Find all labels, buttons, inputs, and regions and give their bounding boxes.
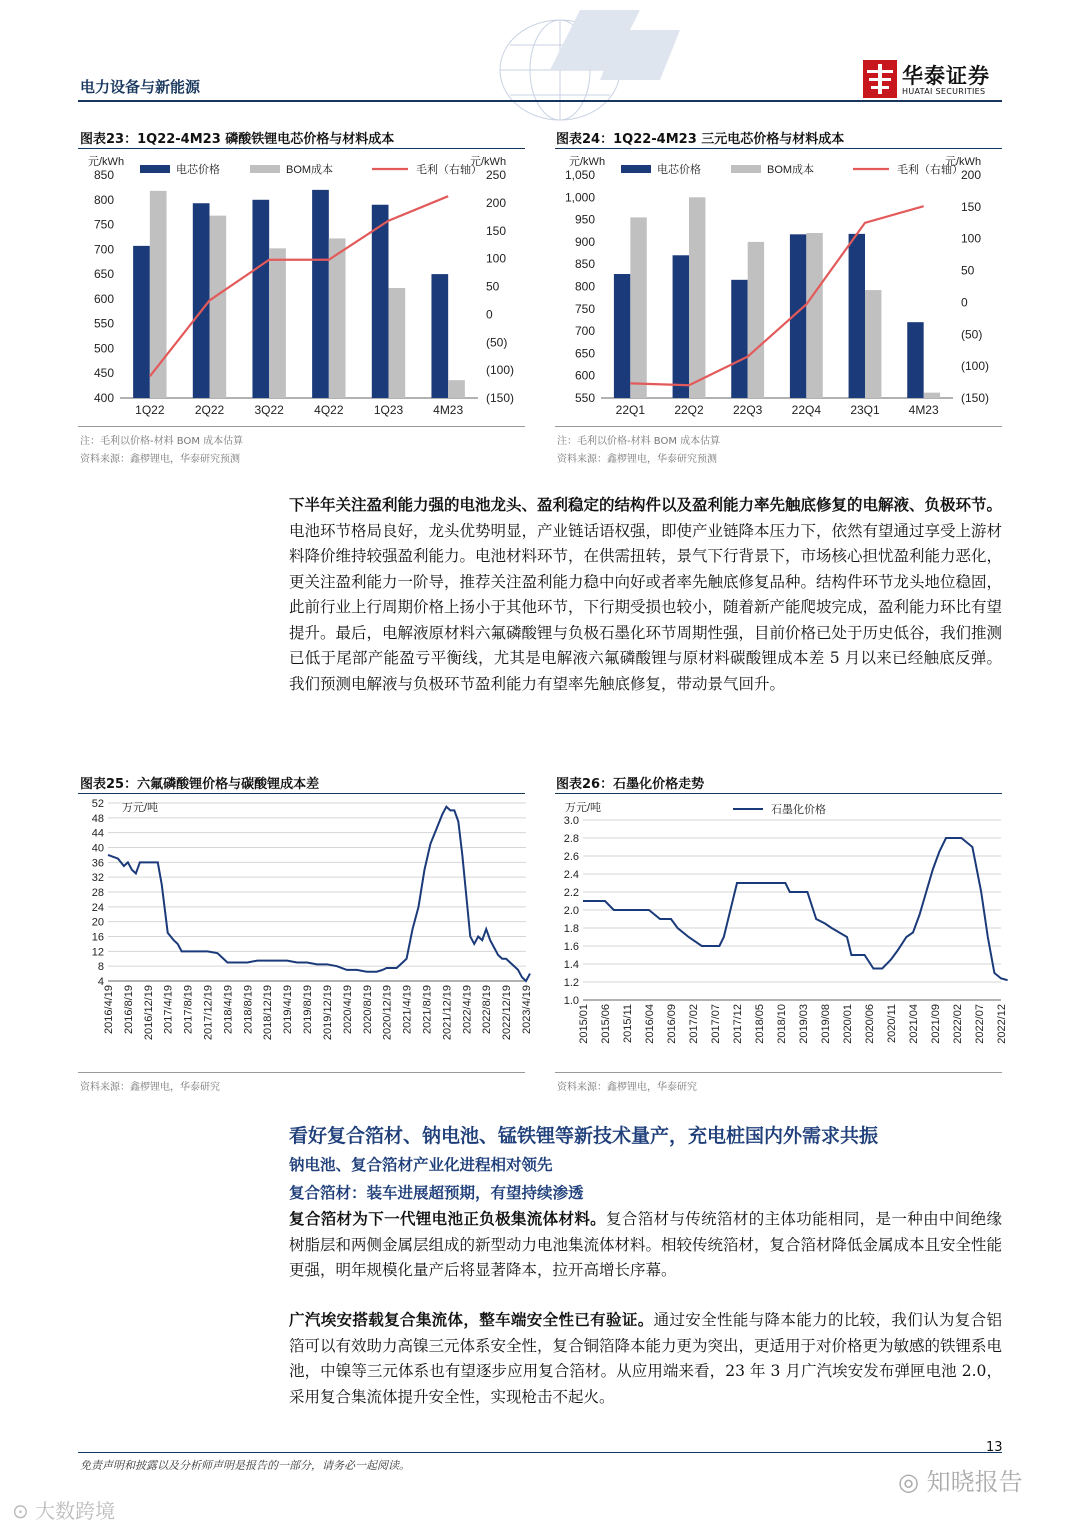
x-tick-label: 2015/01 [578, 1004, 590, 1044]
y-tick-label: 12 [91, 946, 104, 959]
x-tick-label: 2015/06 [600, 1004, 612, 1044]
x-tick-label: 2021/04 [908, 1004, 920, 1044]
bar-bom-cost [210, 216, 227, 398]
fig24-top-rule [555, 148, 1002, 149]
bar-cell-price [731, 280, 747, 398]
fig25-title: 图表25：六氟磷酸锂价格与碳酸锂成本差 [80, 777, 320, 792]
y-tick-label: 2.2 [563, 887, 579, 899]
x-tick-label: 23Q1 [850, 403, 880, 417]
y-right-unit: 元/kWh [945, 156, 982, 168]
y-right-tick-label: (50) [961, 327, 983, 342]
paragraph-1-lead: 下半年关注盈利能力强的电池龙头、盈利稳定的结构件以及盈利能力率先触底修复的电解液、负极环节。 [289, 495, 1003, 514]
y-tick-label: 52 [91, 798, 104, 810]
fig25-source: 资料来源：鑫椤锂电，华泰研究 [80, 1082, 220, 1093]
heading-section: 看好复合箔材、钠电池、锰铁锂等新技术量产，充电桩国内外需求共振 [289, 1125, 879, 1147]
x-tick-label: 2020/4/19 [341, 985, 354, 1034]
x-tick-label: 3Q22 [254, 403, 284, 417]
x-tick-label: 22Q3 [732, 403, 763, 417]
bar-cell-price [907, 322, 923, 398]
x-tick-label: 2017/12 [732, 1004, 744, 1044]
y-left-tick-label: 450 [93, 366, 114, 381]
bar-bom-cost [269, 248, 286, 398]
x-tick-label: 2020/8/19 [361, 985, 374, 1034]
paragraph-3 [289, 1307, 1002, 1410]
paragraph-1 [289, 492, 1002, 697]
bar-bom-cost [806, 233, 822, 398]
y-left-tick-label: 950 [574, 212, 595, 227]
x-tick-label: 2021/09 [930, 1004, 942, 1044]
huatai-logo-icon [863, 60, 897, 98]
header-rule [78, 100, 1002, 102]
wechat-icon: ◎ [898, 1468, 927, 1496]
bar-cell-price [431, 274, 448, 398]
x-tick-label: 2022/4/19 [461, 985, 474, 1034]
y-unit-label: 万元/吨 [565, 802, 602, 814]
x-tick-label: 4M23 [433, 403, 464, 417]
bar-bom-cost [630, 217, 646, 398]
fig23-title: 图表23：1Q22-4M23 磷酸铁锂电芯价格与材料成本 [80, 132, 395, 147]
x-tick-label: 2020/11 [886, 1004, 898, 1043]
bar-cell-price [614, 274, 630, 398]
y-left-tick-label: 800 [93, 192, 114, 207]
legend-label: 石墨化价格 [771, 804, 826, 816]
page-number: 13 [986, 1440, 1003, 1455]
fig26-title: 图表26：石墨化价格走势 [556, 777, 705, 792]
fig26-chart [555, 795, 1008, 1065]
y-left-unit: 元/kWh [88, 156, 125, 168]
x-tick-label: 2018/4/19 [222, 985, 235, 1034]
heading-topic: 复合箔材：装车进展超预期，有望持续渗透 [289, 1183, 584, 1202]
y-tick-label: 2.8 [563, 833, 579, 845]
x-tick-label: 22Q4 [791, 403, 822, 417]
header-globe-graphic [430, 10, 690, 120]
legend-label: 毛利（右轴） [416, 164, 482, 176]
y-left-tick-label: 900 [574, 234, 595, 249]
x-tick-label: 2016/09 [666, 1004, 678, 1044]
y-left-tick-label: 600 [574, 368, 595, 383]
fig26-source: 资料来源：鑫椤锂电，华泰研究 [557, 1082, 697, 1093]
fig25-chart [78, 795, 533, 1065]
bar-bom-cost [865, 290, 881, 398]
paragraph-3-body: 通过安全性能与降本能力的比较，我们认为复合铝箔可以有效助力高镍三元体系安全性，复合铜箔降本能力更为突出，更适用于对价格更为敏感的铁锂系电池，中镍等三元体系也有望逐步应用复合箔材。从应用端来看，23 年 3 月广汽埃安发布弹匣电池 2.0，采用复合集流体提升安全性，实现枪击不起火。 [289, 1311, 1003, 1406]
bar-cell-price [312, 190, 329, 398]
fig24-bottom-rule [555, 426, 1002, 427]
watermark-dashu-text: 大数跨境 [35, 1499, 116, 1523]
x-tick-label: 2022/12/19 [501, 985, 514, 1041]
x-tick-label: 2017/07 [710, 1004, 722, 1044]
header-section-title: 电力设备与新能源 [80, 78, 201, 96]
x-tick-label: 22Q1 [615, 403, 646, 417]
fig26-top-rule [555, 793, 1002, 794]
y-tick-label: 3.0 [563, 815, 579, 827]
x-tick-label: 1Q23 [373, 403, 404, 417]
y-left-unit: 元/kWh [569, 156, 606, 168]
x-tick-label: 2018/12/19 [262, 985, 275, 1041]
y-tick-label: 44 [91, 827, 104, 840]
y-left-tick-label: 500 [93, 341, 114, 356]
x-tick-label: 2021/4/19 [401, 985, 414, 1034]
watermark-logo-icon: ⊙ [12, 1499, 36, 1523]
footer-rule [78, 1452, 1002, 1453]
x-tick-label: 2020/06 [864, 1004, 876, 1044]
y-tick-label: 48 [91, 812, 104, 825]
fig23-source: 资料来源：鑫椤锂电，华泰研究预测 [80, 454, 240, 465]
legend-label: 电芯价格 [657, 164, 701, 176]
y-right-tick-label: (150) [486, 391, 515, 405]
x-tick-label: 2022/02 [952, 1004, 964, 1044]
y-tick-label: 24 [91, 901, 104, 914]
legend-label: 毛利（右轴） [897, 164, 963, 176]
y-left-tick-label: 700 [93, 242, 114, 257]
y-left-tick-label: 650 [574, 346, 595, 361]
x-tick-label: 2020/01 [842, 1004, 854, 1044]
y-tick-label: 28 [91, 887, 104, 899]
y-right-tick-label: 50 [486, 279, 500, 294]
x-tick-label: 4M23 [908, 403, 939, 417]
x-tick-label: 2021/12/19 [441, 985, 454, 1041]
y-right-tick-label: (100) [961, 359, 990, 374]
y-right-tick-label: 100 [486, 251, 507, 266]
y-left-tick-label: 1,000 [564, 190, 595, 205]
x-tick-label: 1Q22 [135, 403, 165, 417]
y-right-tick-label: 200 [961, 168, 982, 182]
y-right-tick-label: 250 [486, 168, 507, 182]
fig23-note: 注：毛利以价格-材料 BOM 成本估算 [80, 436, 244, 447]
y-right-tick-label: 100 [961, 231, 982, 246]
bar-cell-price [193, 203, 210, 398]
legend-swatch [731, 165, 761, 173]
x-tick-label: 2015/11 [622, 1004, 634, 1043]
y-tick-label: 2.4 [563, 869, 579, 881]
bar-bom-cost [329, 238, 346, 398]
y-right-tick-label: (50) [486, 335, 508, 350]
paragraph-2-body: 复合箔材与传统箔材的主体功能相同，是一种由中间绝缘树脂层和两侧金属层组成的新型动力电池集流体材料。相较传统箔材，复合箔材降低金属成本且安全性能更强，明年规模化量产后将显著降本，拉开高增长序幕。 [289, 1210, 1003, 1279]
y-right-tick-label: 150 [961, 199, 982, 214]
y-left-tick-label: 700 [574, 324, 595, 339]
legend-label: 电芯价格 [176, 164, 220, 176]
bar-bom-cost [924, 393, 940, 398]
brand-name-cn: 华泰证券 [902, 64, 990, 88]
y-right-unit: 元/kWh [470, 156, 507, 168]
y-right-tick-label: 50 [961, 263, 975, 278]
watermark-zhixiao-text: 知晓报告 [926, 1468, 1023, 1496]
y-right-tick-label: (100) [486, 363, 515, 378]
brand-name-en: HUATAI SECURITIES [902, 87, 986, 96]
fig24-chart [555, 150, 1005, 422]
y-left-tick-label: 400 [93, 391, 114, 405]
fig24-note: 注：毛利以价格-材料 BOM 成本估算 [557, 436, 721, 447]
y-left-tick-label: 1,050 [564, 168, 595, 182]
y-tick-label: 2.6 [563, 851, 579, 863]
x-tick-label: 2016/4/19 [103, 985, 115, 1034]
y-tick-label: 40 [91, 842, 104, 855]
y-tick-label: 8 [97, 961, 104, 974]
fig24-title: 图表24：1Q22-4M23 三元电芯价格与材料成本 [556, 132, 845, 147]
y-unit-label: 万元/吨 [122, 802, 159, 814]
x-tick-label: 2017/02 [688, 1004, 700, 1044]
x-tick-label: 2016/04 [644, 1004, 656, 1044]
legend-label: BOM成本 [286, 164, 334, 176]
y-left-tick-label: 650 [93, 267, 114, 282]
x-tick-label: 2017/12/19 [202, 985, 215, 1041]
series-line [583, 838, 1008, 980]
x-tick-label: 2021/8/19 [421, 985, 434, 1034]
bar-bom-cost [448, 380, 465, 398]
bar-cell-price [372, 205, 389, 398]
y-tick-label: 36 [91, 857, 104, 870]
fig26-bottom-rule [555, 1072, 1002, 1073]
fig23-chart [78, 150, 528, 422]
bar-bom-cost [748, 242, 764, 398]
bar-cell-price [133, 246, 150, 398]
x-tick-label: 2019/12/19 [321, 985, 334, 1041]
y-left-tick-label: 850 [574, 257, 595, 272]
bar-bom-cost [689, 197, 705, 398]
x-tick-label: 2019/03 [798, 1004, 810, 1044]
x-tick-label: 22Q2 [674, 403, 704, 417]
y-left-tick-label: 750 [93, 217, 114, 232]
heading-subsection: 钠电池、复合箔材产业化进程相对领先 [289, 1155, 553, 1174]
legend-swatch [621, 165, 651, 173]
y-left-tick-label: 800 [574, 279, 595, 294]
watermark-dashu [12, 1495, 115, 1524]
y-tick-label: 20 [91, 916, 104, 929]
y-tick-label: 2.0 [563, 905, 579, 917]
y-left-tick-label: 550 [93, 316, 114, 331]
x-tick-label: 2023/4/19 [521, 985, 533, 1034]
x-tick-label: 2016/12/19 [142, 985, 155, 1041]
y-left-tick-label: 850 [93, 168, 114, 182]
x-tick-label: 2020/12/19 [381, 985, 394, 1041]
fig25-bottom-rule [78, 1072, 525, 1073]
x-tick-label: 2Q22 [194, 403, 225, 417]
x-tick-label: 2016/8/19 [122, 985, 135, 1034]
y-left-tick-label: 550 [574, 391, 595, 405]
paragraph-3-lead: 广汽埃安搭载复合集流体，整车端安全性已有验证。 [289, 1310, 654, 1329]
x-tick-label: 2018/05 [754, 1004, 766, 1044]
y-tick-label: 16 [91, 931, 104, 944]
x-tick-label: 2022/8/19 [481, 985, 494, 1034]
x-tick-label: 2018/10 [776, 1004, 788, 1044]
y-left-tick-label: 600 [93, 291, 114, 306]
legend-swatch [250, 165, 280, 173]
x-tick-label: 2022/12 [996, 1004, 1008, 1044]
legend-label: BOM成本 [767, 164, 815, 176]
y-tick-label: 1.6 [563, 941, 579, 953]
paragraph-2 [289, 1206, 1002, 1284]
footer-disclaimer: 免责声明和披露以及分析师声明是报告的一部分，请务必一起阅读。 [80, 1459, 410, 1472]
fig25-top-rule [78, 793, 525, 794]
x-tick-label: 2018/8/19 [242, 985, 255, 1034]
y-tick-label: 4 [97, 976, 104, 988]
x-tick-label: 2017/4/19 [162, 985, 175, 1034]
x-tick-label: 2019/8/19 [302, 985, 315, 1034]
y-right-tick-label: 0 [486, 307, 493, 322]
y-tick-label: 1.4 [563, 959, 579, 971]
x-tick-label: 2022/07 [974, 1004, 986, 1044]
y-right-tick-label: 150 [486, 223, 507, 238]
bar-cell-price [849, 234, 865, 398]
y-tick-label: 1.8 [563, 923, 579, 935]
y-tick-label: 1.0 [563, 995, 579, 1007]
y-right-tick-label: (150) [961, 391, 990, 405]
y-tick-label: 1.2 [563, 977, 579, 989]
x-tick-label: 4Q22 [314, 403, 344, 417]
paragraph-2-lead: 复合箔材为下一代锂电池正负极集流体材料。 [289, 1209, 607, 1228]
x-tick-label: 2017/8/19 [182, 985, 195, 1034]
y-left-tick-label: 750 [574, 301, 595, 316]
legend-swatch [140, 165, 170, 173]
x-tick-label: 2019/4/19 [282, 985, 295, 1034]
watermark-zhixiao [898, 1462, 1023, 1497]
bar-cell-price [252, 200, 269, 398]
fig24-source: 资料来源：鑫椤锂电，华泰研究预测 [557, 454, 717, 465]
fig23-bottom-rule [78, 426, 525, 427]
y-tick-label: 32 [91, 872, 104, 885]
bar-bom-cost [389, 288, 406, 398]
paragraph-1-body: 电池环节格局良好，龙头优势明显，产业链话语权强，即使产业链降本压力下，依然有望通过享受上游材料降价维持较强盈利能力。电池材料环节，在供需扭转，景气下行背景下，市场核心担忧盈利能力恶化，更关注盈利能力一阶导，推荐关注盈利能力稳中向好或者率先触底修复品种。结构件环节龙头地位稳固，此前行业上行周期价格上扬小于其他环节，下行期受损也较小，随着新产能爬坡完成，盈利能力环比有望提升。最后，电解液原材料六氟磷酸锂与负极石墨化环节周期性强，目前价格已处于历史低谷，我们推测已低于尾部产能盈亏平衡线，尤其是电解液六氟磷酸锂与原材料碳酸锂成本差 5 月以来已经触底反弹。我们预测电解液与负极环节盈利能力有望率先触底修复，带动景气回升。 [289, 521, 1003, 693]
y-right-tick-label: 0 [961, 295, 968, 310]
y-right-tick-label: 200 [486, 195, 507, 210]
bar-cell-price [673, 255, 689, 398]
x-tick-label: 2019/08 [820, 1004, 832, 1044]
fig23-top-rule [78, 148, 525, 149]
